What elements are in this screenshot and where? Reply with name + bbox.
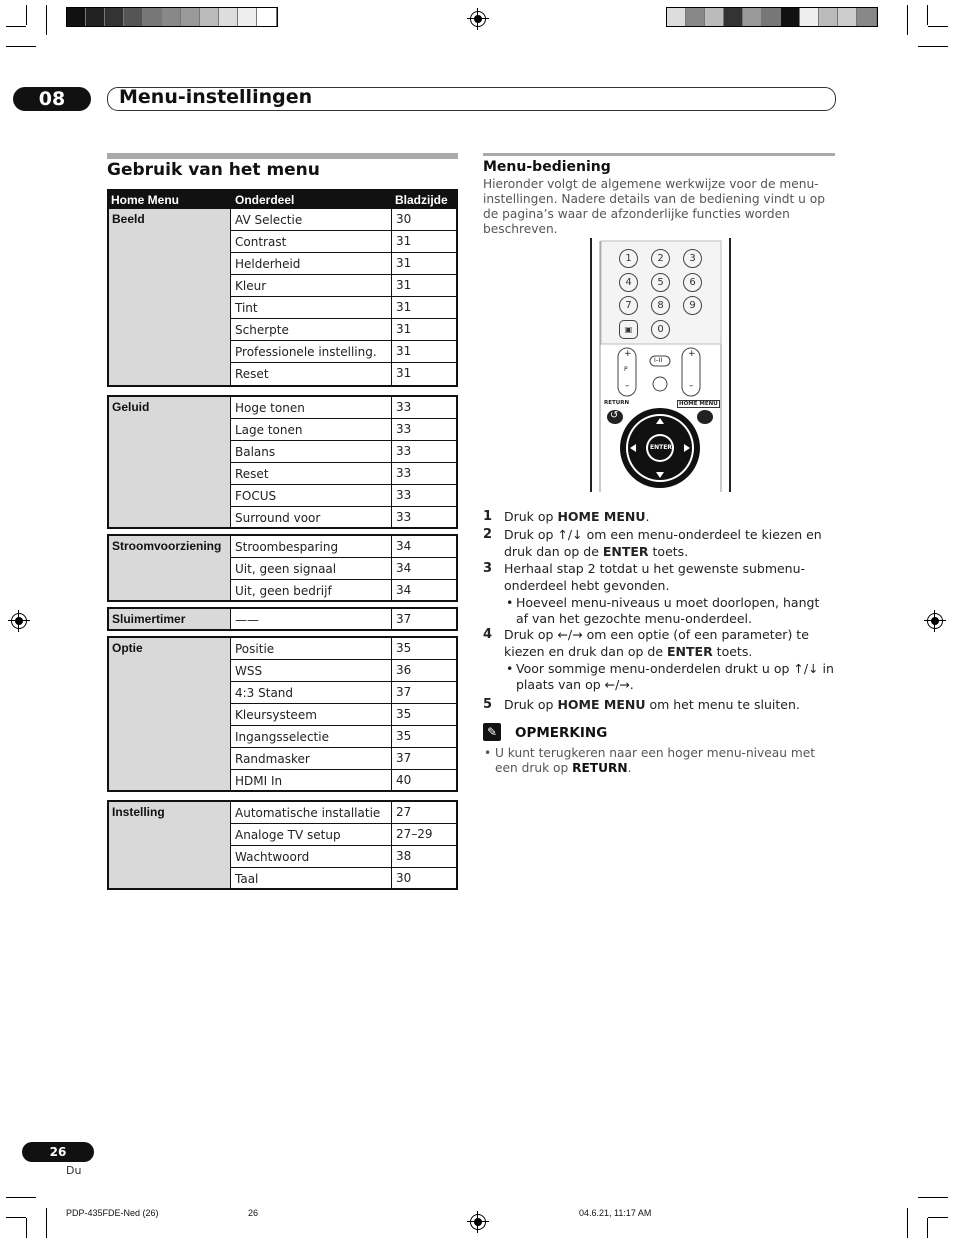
step-text [504, 509, 835, 526]
menu-group-1 [107, 395, 458, 529]
step-text-mid: om het menu te sluiten. [645, 697, 800, 712]
menu-row [231, 868, 456, 890]
menu-item-page: 33 [391, 397, 456, 418]
menu-item-page: 38 [391, 846, 456, 867]
menu-row [231, 682, 456, 704]
return-arrow-icon: ↺ [610, 410, 619, 421]
registration-mark-left [11, 613, 27, 629]
step-text [504, 527, 835, 561]
page-number: 26 [22, 1142, 94, 1162]
enter-label: ENTER [650, 444, 672, 451]
step-text-pre: Druk op [504, 697, 558, 712]
menu-table-header [107, 189, 458, 210]
menu-row [231, 802, 456, 824]
step-3 [483, 561, 835, 628]
section-title-left: Gebruik van het menu [107, 160, 320, 180]
menu-item-name: Uit, geen signaal [235, 562, 337, 576]
menu-item-page: 31 [391, 297, 456, 318]
color-calibration-bar-left [66, 7, 278, 27]
digit-1-button: 1 [619, 249, 638, 268]
menu-item-name: Ingangsselectie [235, 730, 329, 744]
menu-item-page: 34 [391, 558, 456, 579]
return-label: RETURN [604, 400, 630, 406]
menu-group-4 [107, 636, 458, 792]
menu-item-page: 31 [391, 363, 456, 385]
step-4 [483, 627, 835, 694]
step-text-b1: ENTER [667, 643, 713, 659]
program-up-icon: + [624, 349, 632, 359]
menu-item-name: Wachtwoord [235, 850, 310, 864]
menu-item-name: Uit, geen bedrijf [235, 584, 332, 598]
menu-row [231, 231, 456, 253]
menu-item-name: Contrast [235, 235, 287, 249]
menu-group-2 [107, 534, 458, 602]
menu-row [231, 660, 456, 682]
menu-category: Geluid [109, 397, 231, 527]
menu-item-name: Positie [235, 642, 275, 656]
menu-item-name: AV Selectie [235, 213, 303, 227]
digit-8-button: 8 [651, 296, 670, 315]
menu-row [231, 824, 456, 846]
step-text-pre: Druk op ↑/↓ om een menu-onderdeel te kiezen en druk dan op de [504, 527, 822, 559]
digit-9-button: 9 [683, 296, 702, 315]
menu-item-page: 37 [391, 609, 456, 631]
menu-row [231, 704, 456, 726]
menu-item-page: 31 [391, 319, 456, 340]
menu-item-name: Lage tonen [235, 423, 303, 437]
menu-row [231, 253, 456, 275]
menu-item-page: 27 [391, 802, 456, 823]
menu-item-name: Surround voor [235, 511, 321, 525]
remote-control-illustration [590, 238, 732, 493]
menu-item-name: Tint [235, 301, 258, 315]
note-pencil-icon: ✎ [483, 723, 501, 741]
note-title: OPMERKING [515, 725, 608, 741]
menu-item-page: 37 [391, 682, 456, 703]
print-page: 26 [248, 1208, 259, 1218]
program-label: P [624, 366, 628, 373]
menu-item-page: 31 [391, 341, 456, 362]
menu-item-name: Automatische installatie [235, 806, 381, 820]
print-file-name: PDP-435FDE-Ned (26) [66, 1208, 159, 1218]
menu-row [231, 638, 456, 660]
menu-item-page: 34 [391, 536, 456, 557]
program-down-icon: – [625, 381, 630, 391]
menu-group-5 [107, 800, 458, 890]
menu-row [231, 609, 456, 631]
step-text [504, 697, 835, 714]
menu-group-0 [107, 209, 458, 387]
step-bullet: • Voor sommige menu-onderdelen drukt u op ↑/↓ in plaats van op ←/→. [504, 661, 835, 695]
menu-item-page: 31 [391, 275, 456, 296]
step-text-mid: . [645, 509, 650, 524]
color-calibration-bar-right [666, 7, 878, 27]
home-menu-label: HOME MENU [679, 401, 718, 407]
menu-item-page: 33 [391, 463, 456, 484]
menu-row [231, 397, 456, 419]
step-text-main: Herhaal stap 2 totdat u het gewenste submenu-onderdeel hebt gevonden. [504, 561, 806, 593]
step-5 [483, 697, 835, 714]
menu-item-page: 31 [391, 253, 456, 274]
menu-row [231, 536, 456, 558]
menu-group-3 [107, 607, 458, 631]
menu-row [231, 770, 456, 792]
menu-item-page: 31 [391, 231, 456, 252]
menu-row [231, 341, 456, 363]
menu-category: Beeld [109, 209, 231, 385]
menu-item-name: Kleur [235, 279, 267, 293]
menu-row [231, 558, 456, 580]
menu-item-page: 36 [391, 660, 456, 681]
section-divider-right [483, 153, 835, 156]
step-number: 5 [483, 697, 493, 712]
menu-row [231, 846, 456, 868]
menu-item-page: 37 [391, 748, 456, 769]
section-divider-left [107, 153, 458, 159]
step-text-pre: Druk op [504, 509, 558, 524]
step-number: 1 [483, 509, 493, 524]
digit-4-button: 4 [619, 273, 638, 292]
step-text-mid: toets. [648, 543, 689, 559]
step-text [504, 627, 835, 661]
menu-item-name: Balans [235, 445, 276, 459]
menu-row [231, 580, 456, 602]
menu-row [231, 363, 456, 385]
digit-0-button: 0 [651, 320, 670, 339]
step-1 [483, 509, 835, 526]
menu-row [231, 463, 456, 485]
menu-item-page: 33 [391, 507, 456, 529]
menu-row [231, 441, 456, 463]
menu-item-name: Reset [235, 467, 269, 481]
menu-row [231, 507, 456, 529]
digit-3-button: 3 [683, 249, 702, 268]
header-home-menu: Home Menu [111, 193, 180, 207]
menu-category: Stroomvoorziening [109, 536, 231, 600]
menu-item-name: 4:3 Stand [235, 686, 294, 700]
menu-item-page: 33 [391, 485, 456, 506]
menu-item-name: Taal [235, 872, 259, 886]
step-number: 4 [483, 627, 493, 642]
menu-row [231, 275, 456, 297]
menu-item-page: 34 [391, 580, 456, 602]
menu-item-page: 35 [391, 638, 456, 659]
print-date: 04.6.21, 11:17 AM [579, 1208, 652, 1218]
digit-6-button: 6 [683, 273, 702, 292]
registration-mark-right [927, 613, 943, 629]
intro-text: Hieronder volgt de algemene werkwijze voor de menu-instellingen. Nadere details van de bediening vindt u op de pagina’s waar de afzonderlijke functies worden beschreven. [483, 177, 825, 236]
digit-5-button: 5 [651, 273, 670, 292]
volume-up-icon: + [688, 349, 696, 359]
menu-category: Optie [109, 638, 231, 790]
menu-item-page: 30 [391, 209, 456, 230]
step-2 [483, 527, 835, 561]
registration-mark-top [470, 11, 486, 27]
menu-item-name: Kleursysteem [235, 708, 317, 722]
digit-7-button: 7 [619, 296, 638, 315]
menu-item-name: Professionele instelling. [235, 345, 377, 359]
step-text-pre: Druk op ←/→ om een optie (of een parameter) te kiezen en druk dan op de [504, 627, 809, 659]
menu-item-name: Scherpte [235, 323, 289, 337]
menu-item-page: 33 [391, 419, 456, 440]
note-text-bold: RETURN [572, 761, 628, 775]
dual-mono-label: I–II [654, 357, 663, 364]
header-item: Onderdeel [235, 193, 295, 207]
menu-item-page: 33 [391, 441, 456, 462]
note-bullet: • [484, 746, 492, 760]
menu-item-page: 40 [391, 770, 456, 792]
menu-item-name: Stroombesparing [235, 540, 339, 554]
menu-item-page: 27–29 [391, 824, 456, 845]
menu-row [231, 419, 456, 441]
menu-row [231, 209, 456, 231]
step-text-b1: HOME MENU [557, 697, 646, 712]
menu-item-name: HDMI In [235, 774, 283, 788]
chapter-title: Menu-instellingen [119, 86, 313, 108]
step-bullet: • Hoeveel menu-niveaus u moet doorlopen, hangt af van het gezochte menu-onderdeel. [504, 595, 835, 629]
menu-row [231, 297, 456, 319]
note-text-pre: U kunt terugkeren naar een hoger menu-niveau met een druk op [495, 746, 815, 775]
menu-item-name: Randmasker [235, 752, 310, 766]
menu-item-name: WSS [235, 664, 263, 678]
volume-down-icon: – [689, 381, 694, 391]
menu-row [231, 319, 456, 341]
chapter-number: 08 [13, 87, 91, 111]
step-number: 2 [483, 527, 493, 542]
page-language: Du [66, 1164, 82, 1177]
section-title-right: Menu-bediening [483, 159, 611, 175]
menu-item-name: FOCUS [235, 489, 277, 503]
menu-item-page: 30 [391, 868, 456, 890]
menu-category: Instelling [109, 802, 231, 888]
note-text [483, 746, 828, 776]
menu-row [231, 726, 456, 748]
header-page: Bladzijde [395, 193, 448, 207]
menu-item-page: 35 [391, 704, 456, 725]
menu-item-page: 35 [391, 726, 456, 747]
menu-item-name: —— [235, 613, 259, 627]
menu-item-name: Analoge TV setup [235, 828, 341, 842]
menu-category: Sluimertimer [109, 609, 231, 629]
step-text [504, 561, 835, 595]
digit-2-button: 2 [651, 249, 670, 268]
step-text-b1: HOME MENU [557, 509, 646, 524]
step-number: 3 [483, 561, 493, 576]
menu-row [231, 485, 456, 507]
teletext-icon: ▣ [619, 320, 638, 339]
menu-item-name: Hoge tonen [235, 401, 305, 415]
step-text-b1: ENTER [602, 543, 649, 559]
note-text-post: . [627, 761, 632, 775]
menu-item-name: Reset [235, 367, 269, 381]
menu-item-name: Helderheid [235, 257, 301, 271]
step-text-mid: toets. [712, 643, 753, 659]
registration-mark-bottom [470, 1214, 486, 1230]
menu-row [231, 748, 456, 770]
